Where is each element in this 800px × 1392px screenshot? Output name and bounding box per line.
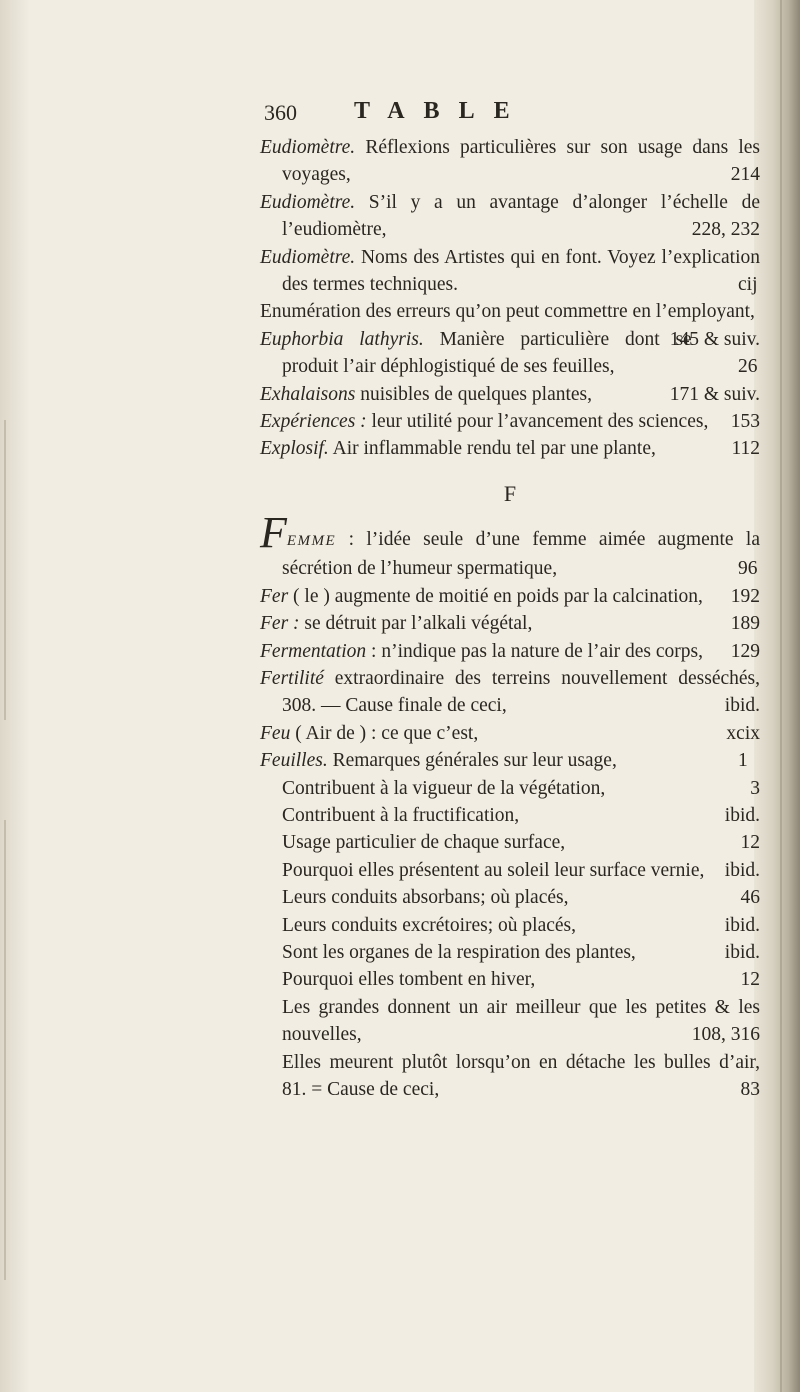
entry-text: Air inflammable rendu tel par une plante, [332,438,656,460]
index-section-f [260,583,760,775]
entry-text: se détruit par l’alkali végétal, [304,613,533,635]
entry-text: ( Air de ) : ce que c’est, [295,722,479,744]
page-title: TABLE [354,98,529,124]
entry-text: Pourquoi elles tombent en hiver, [282,969,536,991]
page-ref: ibid. [724,695,760,717]
gutter-line [4,420,6,720]
page-ref: ibid. [724,859,760,881]
page-ref: 228, 232 [691,219,760,241]
index-entry: Feuilles. Remarques générales sur leur usage, 1 [260,750,748,772]
page-ref: 12 [740,969,760,991]
page-ref: 214 [730,164,760,186]
entry-text: Sont les organes de la respiration des plantes, [282,941,636,963]
page-ref: 145 & suiv. [669,328,760,350]
entry-keyword: Fertilité [260,667,324,689]
index-entry-femme: FEMME : l’idée seule d’une femme aimée augmente la sécrétion de l’humeur spermatique, 96 [260,507,760,580]
entry-text: : n’indique pas la nature de l’air des corps, [371,640,703,662]
page-ref: 129 [730,640,760,662]
index-subentry [260,966,760,993]
index-entry [260,435,760,462]
entry-keyword: Feuilles. [260,750,328,772]
entry-keyword: Fer [260,585,289,607]
page-ref: xcix [726,722,760,744]
entry-text: Usage particulier de chaque surface, [282,832,566,854]
entry-text: : l’idée seule d’une femme aimée augmente la sécrétion de l’humeur spermatique, [282,528,760,580]
index-entry: Euphorbia lathyris. Manière particulière dont se produit l’air déphlogistiqué de ses feuilles, 26 [260,328,758,378]
section-letter: F [503,480,517,506]
entry-keyword: Eudiomètre. [260,137,356,158]
index-subentry [260,884,760,911]
page-ref: ibid. [724,941,760,963]
entry-keyword: Exhalaisons [260,383,356,405]
entry-text: Contribuent à la vigueur de la végétation, [282,777,606,799]
index-subentry [260,802,760,829]
page-ref: 12 [740,832,760,854]
entry-text: Manière particulière dont se produit l’air déphlogistiqué de ses feuilles, [282,328,692,378]
page-ref: 171 & suiv. [669,383,760,405]
index-subentry [260,939,760,966]
feuilles-subentries [260,775,760,1104]
drop-cap: F [260,507,287,557]
page-ref: 46 [740,887,760,909]
index-entry [260,583,760,610]
entry-keyword: Expériences : [260,411,367,433]
index-entry [260,720,760,747]
index-section-e [260,134,760,463]
entry-text: ( le ) augmente de moitié en poids par la calcination, [293,585,703,607]
page-ref: 108, 316 [691,1024,760,1046]
page-ref: 112 [731,438,760,460]
index-subentry [260,994,760,1049]
entry-text: Les grandes donnent un air meilleur que les petites & les nouvelles, [282,996,760,1046]
entry-text: Contribuent à la fructification, [282,804,520,826]
entry-text: Noms des Artistes qui en font. Voyez l’explication des termes techniques. [282,246,760,296]
entry-text: S’il y a un avantage d’alonger l’échelle de l’eudiomètre, [282,191,760,241]
index-entry [260,665,760,720]
index-subentry [260,857,760,884]
entry-keyword: Eudiomètre. [260,246,356,268]
page-ref: 3 [750,777,760,799]
index-subentry [260,775,760,802]
entry-text: Enumération des erreurs qu’on peut commettre en l’employant, [260,301,755,323]
entry-keyword: Euphorbia lathyris. [260,328,424,350]
index-entry [260,189,760,244]
index-subentry [260,912,760,939]
entry-text: Remarques générales sur leur usage, [332,750,617,772]
page-ref: 83 [740,1079,760,1100]
entry-keyword: Explosif. [260,438,329,460]
entry-keyword: Fer : [260,613,300,635]
page-ref: ibid. [724,804,760,826]
entry-text: Leurs conduits absorbans; où placés, [282,887,569,909]
entry-keyword: EMME [286,532,337,549]
entry-text: Elles meurent plutôt lorsqu’on en détache les bulles d’air, 81. = Cause de ceci, [282,1051,760,1100]
entry-keyword: Feu [260,722,291,744]
entry-keyword: Fermentation [260,640,367,662]
entry-text: Réflexions particulières sur son usage dans les voyages, [282,137,761,186]
entry-text: nuisibles de quelques plantes, [360,383,593,405]
entry-text: Leurs conduits excrétoires; où placés, [282,914,577,936]
index-subentry [260,829,760,856]
index-entry: Eudiomètre. Noms des Artistes qui en font. Voyez l’explication des termes techniques. cij [260,246,760,296]
index-entry [260,408,760,435]
index-entry [260,638,760,665]
index-subentry [260,1049,760,1104]
entry-text: Pourquoi elles présentent au soleil leur surface vernie, [282,859,705,881]
page-number: 360 [264,100,297,125]
running-header [260,100,760,134]
page-ref: 189 [730,613,760,635]
entry-keyword: Eudiomètre. [260,191,356,213]
entry-text: extraordinaire des terreins nouvellement desséchés, 308. — Cause finale de ceci, [282,667,760,717]
index-entry [260,610,760,637]
gutter-line [4,820,6,1280]
index-entry [260,134,760,189]
entry-text: leur utilité pour l’avancement des sciences, [371,411,709,433]
page-ref: 192 [730,585,760,607]
index-page [260,100,760,1103]
page-ref: 153 [730,411,760,433]
index-entry [260,381,760,408]
page-ref: ibid. [724,914,760,936]
